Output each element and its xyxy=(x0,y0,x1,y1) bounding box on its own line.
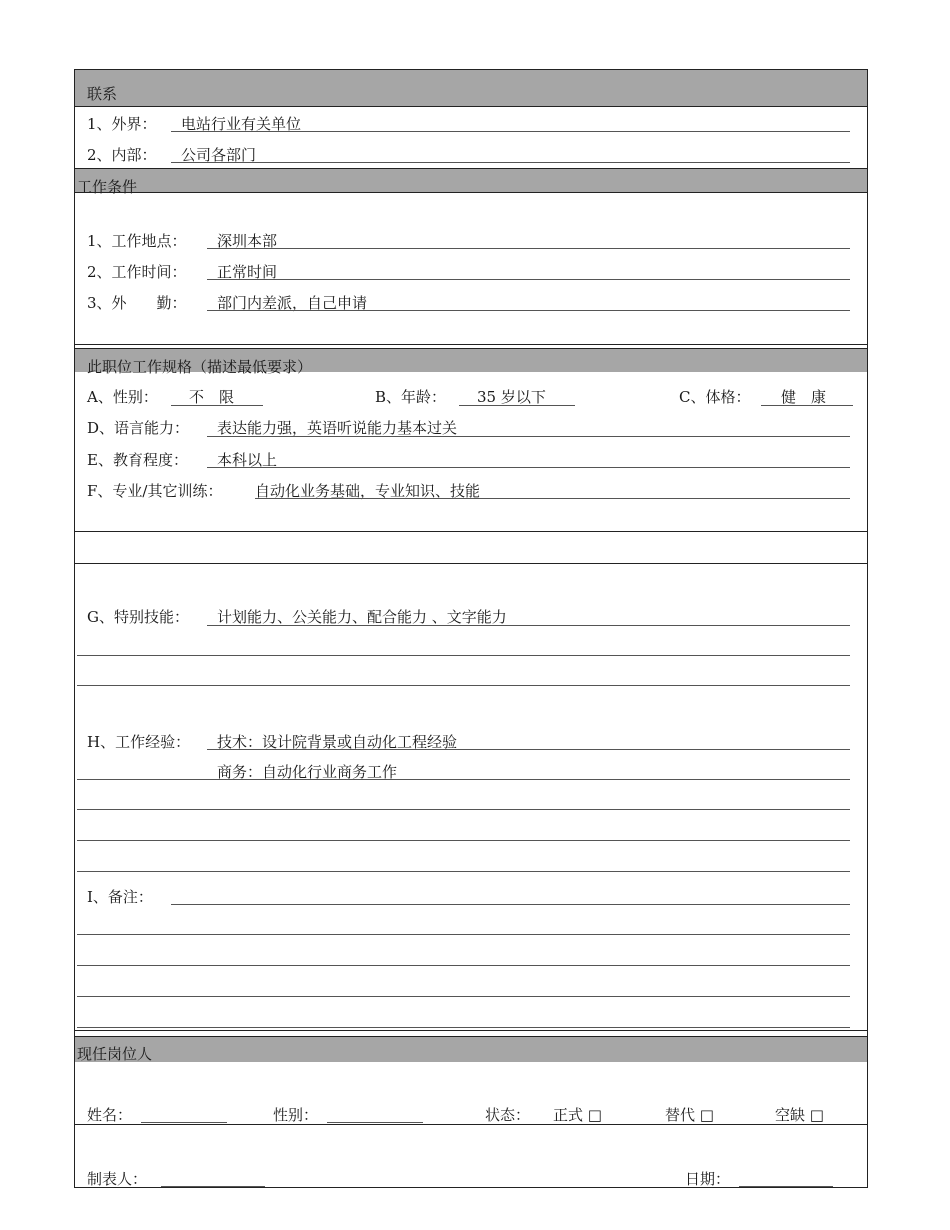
blank-line xyxy=(77,840,850,841)
date-label: 日期： xyxy=(685,1170,731,1188)
blank-line xyxy=(77,965,850,966)
divider xyxy=(75,563,867,564)
work-location-label: 1、工作地点： xyxy=(87,232,187,250)
contacts-header-text: 联系 xyxy=(87,85,118,103)
divider xyxy=(75,1030,867,1031)
language-req-label: D、语言能力： xyxy=(87,419,190,437)
age-req-label: B、年龄： xyxy=(375,388,447,406)
status-formal-checkbox[interactable]: 正式 □ xyxy=(553,1106,602,1124)
language-req-underline xyxy=(207,436,850,437)
incumbent-name-label: 姓名： xyxy=(87,1106,133,1124)
field-travel-underline xyxy=(207,310,850,311)
incumbent-name-field[interactable] xyxy=(141,1122,227,1123)
work-time-underline xyxy=(207,279,850,280)
external-contact-value: 电站行业有关单位 xyxy=(181,115,302,133)
gender-req-value: 不 限 xyxy=(189,388,235,406)
divider xyxy=(75,531,867,532)
contacts-header xyxy=(75,70,867,106)
field-travel-label: 3、外 勤： xyxy=(87,294,187,312)
incumbent-header xyxy=(75,1036,867,1062)
education-req-value: 本科以上 xyxy=(217,451,278,469)
blank-line xyxy=(77,871,850,872)
training-req-underline xyxy=(255,498,850,499)
work-conditions-header xyxy=(75,168,867,196)
prepared-by-field[interactable] xyxy=(161,1186,265,1187)
prepared-by-label: 制表人： xyxy=(87,1170,148,1188)
education-req-underline xyxy=(207,467,850,468)
work-experience-value-business: 商务：自动化行业商务工作 xyxy=(217,763,398,781)
blank-line xyxy=(77,934,850,935)
incumbent-gender-field[interactable] xyxy=(327,1122,423,1123)
special-skills-value: 计划能力、公关能力、配合能力 、文字能力 xyxy=(217,608,507,626)
specification-header xyxy=(75,348,867,376)
incumbent-header-text: 现任岗位人 xyxy=(77,1045,153,1063)
work-experience-value-technical: 技术：设计院背景或自动化工程经验 xyxy=(217,733,458,751)
work-location-value: 深圳本部 xyxy=(217,232,278,250)
blank-line xyxy=(77,655,850,656)
divider xyxy=(75,1124,867,1125)
work-time-label: 2、工作时间： xyxy=(87,263,187,281)
field-travel-value: 部门内差派，自己申请 xyxy=(217,294,368,312)
internal-contact-label: 2、内部： xyxy=(87,146,157,164)
blank-line xyxy=(77,996,850,997)
physique-req-value: 健 康 xyxy=(781,388,827,406)
remarks-label: I、备注： xyxy=(87,888,153,906)
specification-header-text: 此职位工作规格（描述最低要求） xyxy=(87,358,313,376)
gender-req-underline xyxy=(171,405,263,406)
external-contact-label: 1、外界： xyxy=(87,115,157,133)
job-description-form xyxy=(74,69,868,1188)
incumbent-gender-label: 性别： xyxy=(273,1106,319,1124)
physique-req-underline xyxy=(761,405,853,406)
work-conditions-header-text: 工作条件 xyxy=(77,178,138,196)
blank-line xyxy=(77,685,850,686)
special-skills-underline xyxy=(207,625,850,626)
blank-line xyxy=(77,809,850,810)
work-location-underline xyxy=(207,248,850,249)
age-req-underline xyxy=(459,405,575,406)
physique-req-label: C、体格： xyxy=(679,388,751,406)
language-req-value: 表达能力强，英语听说能力基本过关 xyxy=(217,419,458,437)
external-contact-underline xyxy=(171,131,850,132)
internal-contact-value: 公司各部门 xyxy=(181,146,257,164)
training-req-value: 自动化业务基础，专业知识、技能 xyxy=(255,482,481,500)
blank-line xyxy=(77,1027,850,1028)
gender-req-label: A、性别： xyxy=(87,388,158,406)
date-field[interactable] xyxy=(739,1186,833,1187)
status-acting-checkbox[interactable]: 替代 □ xyxy=(665,1106,714,1124)
work-experience-underline xyxy=(207,749,850,750)
status-vacant-checkbox[interactable]: 空缺 □ xyxy=(775,1106,824,1124)
education-req-label: E、教育程度： xyxy=(87,451,188,469)
divider xyxy=(75,344,867,345)
special-skills-label: G、特别技能： xyxy=(87,608,189,626)
training-req-label: F、专业/其它训练： xyxy=(87,482,223,500)
divider xyxy=(75,106,867,107)
work-time-value: 正常时间 xyxy=(217,263,278,281)
blank-line xyxy=(77,779,850,780)
internal-contact-underline xyxy=(171,162,850,163)
incumbent-status-label: 状态： xyxy=(485,1106,531,1124)
divider xyxy=(75,192,867,193)
age-req-value: 35 岁以下 xyxy=(477,388,546,406)
work-experience-label: H、工作经验： xyxy=(87,733,191,751)
remarks-underline xyxy=(171,904,850,905)
